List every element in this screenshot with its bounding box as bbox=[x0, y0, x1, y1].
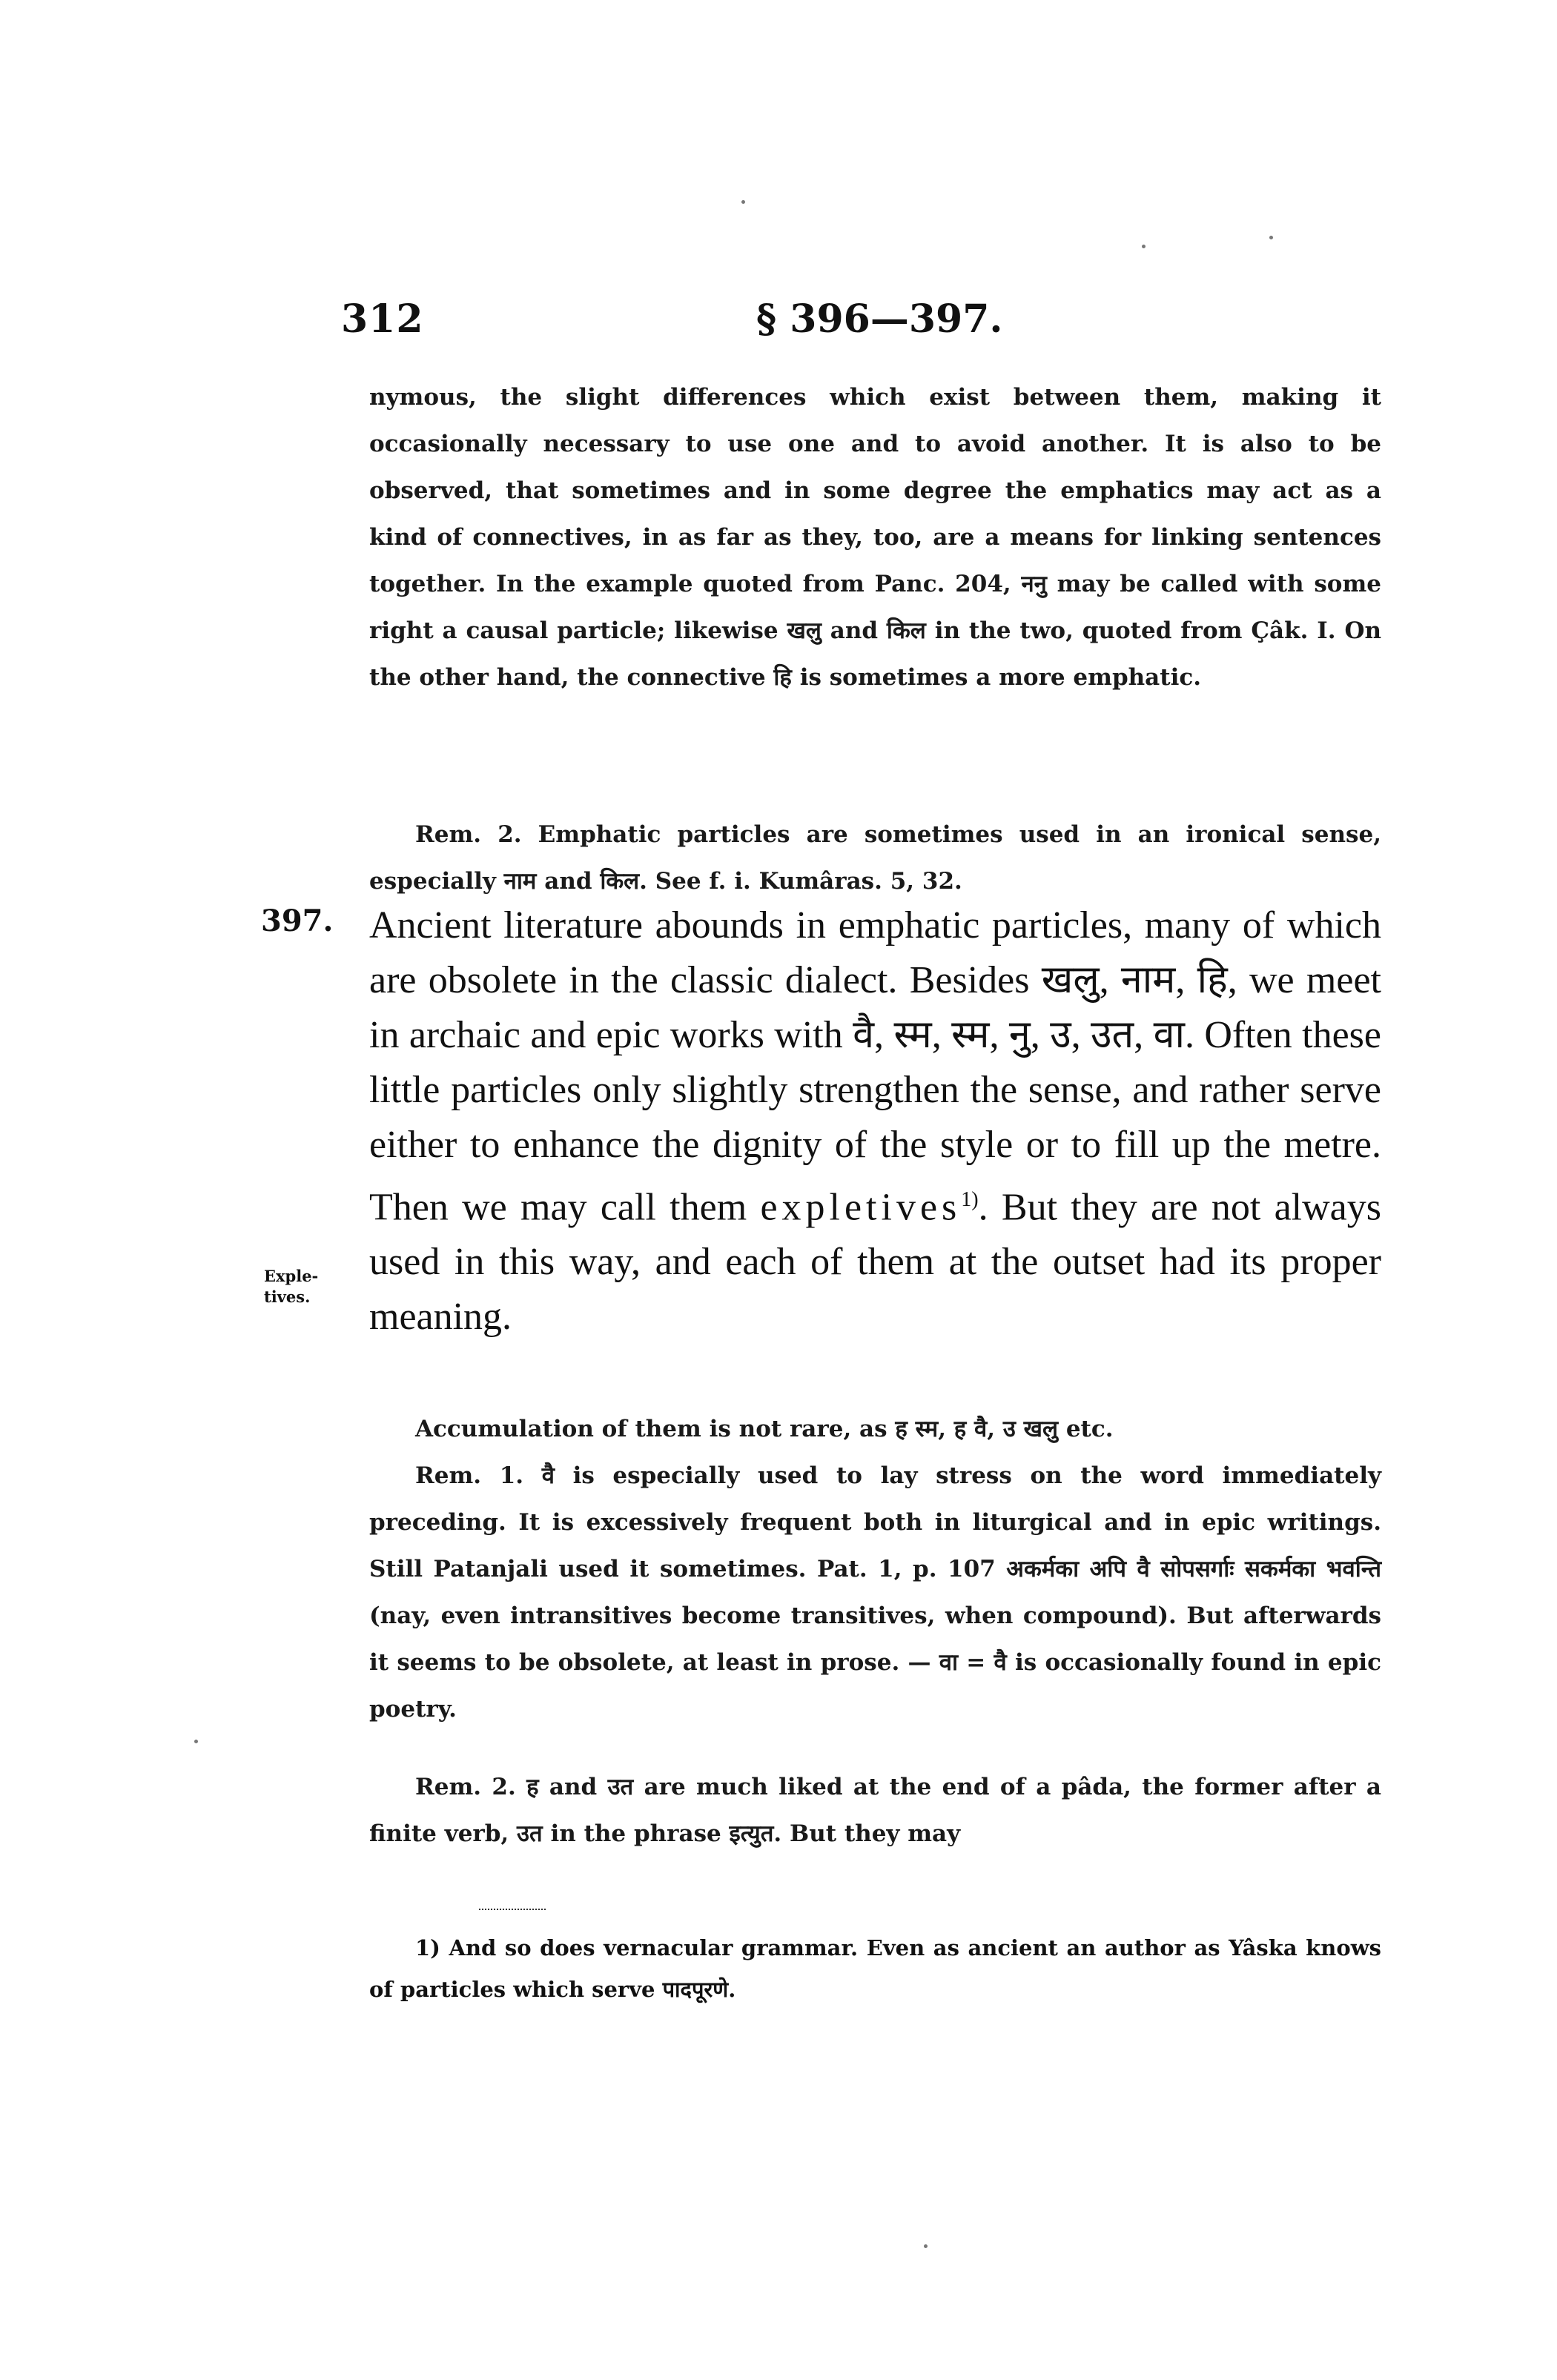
section-397-body bbox=[369, 898, 1381, 1345]
page-number: 312 bbox=[341, 296, 424, 342]
body-text-part-b: . But they are not always used in this way, and each of them at the outset had its proper meaning. bbox=[369, 1186, 1381, 1339]
paper-speck bbox=[924, 2244, 928, 2248]
footnote-reference[interactable]: 1) bbox=[961, 1188, 979, 1211]
footnote-text: 1) And so does vernacular grammar. Even as ancient an author as Yâska knows of particles which serve पादपूरणे. bbox=[369, 1935, 1381, 2002]
section-number-397: 397. bbox=[261, 904, 334, 938]
section-397-remarks bbox=[369, 1406, 1381, 1733]
footnote bbox=[369, 1927, 1381, 2010]
remark-1-vai: Rem. 1. वै is especially used to lay stress on the word immediately preceding. It is excessively frequent both in liturgical and in epic writings. Still Patanjali used it sometimes. Pat. 1, p. 107 अकर्मका अपि वै सोपसर्गाः सकर्मका भवन्ति (nay, even intransitives become transitives, when compound). But afterwards it seems to be obsolete, at least in prose. — वा = वै is occasionally found in epic poetry. bbox=[369, 1462, 1381, 1723]
section-397-paragraph bbox=[369, 898, 1381, 1345]
paper-speck bbox=[1142, 245, 1146, 248]
remark-2-emphatics: Rem. 2. Emphatic particles are sometimes used in an ironical sense, especially नाम and किल. See f. i. Kumâras. 5, 32. bbox=[369, 821, 1381, 895]
footnote-divider bbox=[479, 1909, 546, 1910]
paper-speck bbox=[194, 1740, 198, 1743]
accumulation-note: Accumulation of them is not rare, as ह स्म, ह वै, उ खलु etc. bbox=[415, 1416, 1114, 1442]
paragraph-text: nymous, the slight differences which exist between them, making it occasionally necessary to use one and to avoid another. It is also to be observed, that sometimes and in some degree the emphatics may act as a kind of connectives, in as far as they, too, are a means for linking sentences together. In the example quoted from Panc. 204, ननु may be called with some right a causal particle; likewise खलु and किल in the two, quoted from Çâk. I. On the other hand, the connective हि is sometimes a more emphatic. bbox=[369, 384, 1381, 691]
running-header bbox=[341, 296, 1379, 348]
continued-paragraph bbox=[369, 374, 1381, 701]
expletives-term: expletives bbox=[760, 1186, 962, 1229]
section-reference: § 396—397. bbox=[756, 296, 1003, 342]
body-text-part-a: Ancient literature abounds in emphatic particles, many of which are obsolete in the classic dialect. Besides खलु, नाम, हि, we meet in archaic and epic works with वै, स्म, स्म, नु, उ, उत, वा. Often these little particles only slightly strengthen the sense, and rather serve either to enhance the dignity of the style or to fill up the metre. Then we may call them bbox=[369, 904, 1381, 1229]
remark-block bbox=[369, 812, 1381, 905]
margin-note-expletives: Exple-tives. bbox=[264, 1267, 319, 1306]
paper-speck bbox=[741, 200, 745, 204]
remark-2-ha-uta: Rem. 2. ह and उत are much liked at the end of a pâda, the former after a finite verb, उत in the phrase इत्युत. But they may bbox=[369, 1774, 1381, 1847]
remark-2-block bbox=[369, 1764, 1381, 1857]
paper-speck bbox=[1269, 236, 1273, 239]
